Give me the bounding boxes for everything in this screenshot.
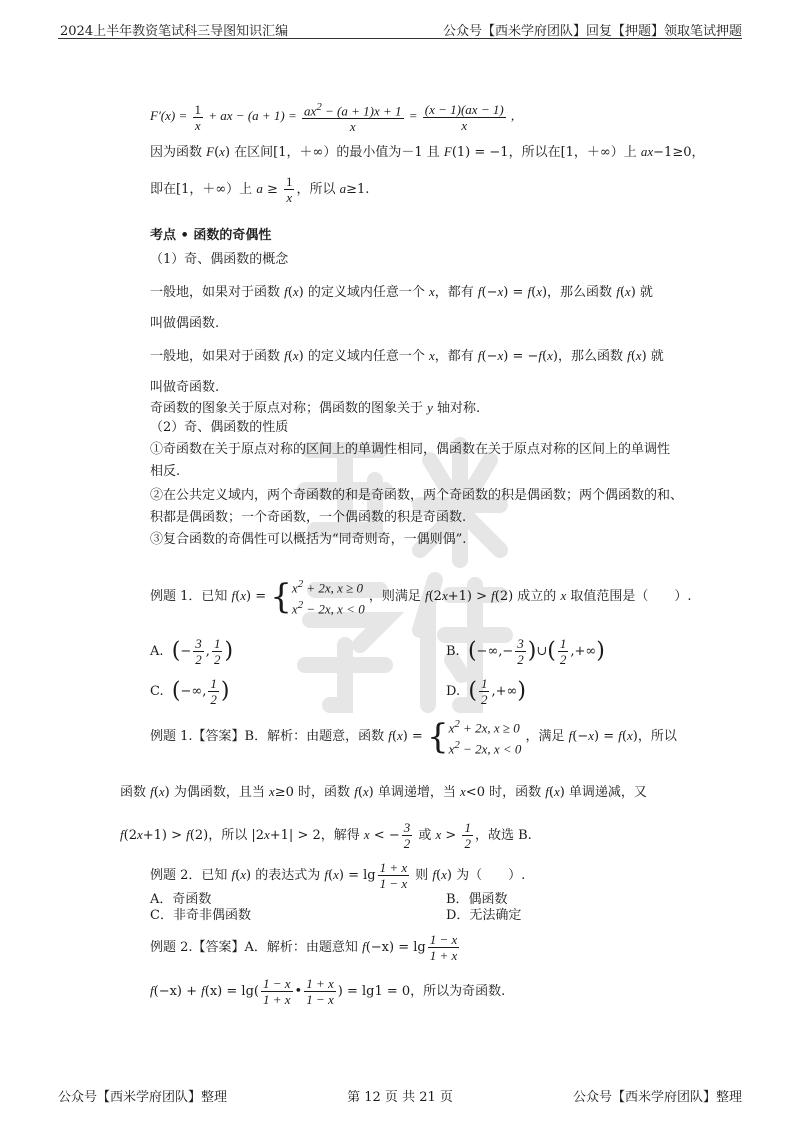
example2-answer-1: 例题 2.【答案】A．解析：由题意知 f(−x) = lg $\frac{1 - x}{1 + x}$ [150, 932, 458, 963]
example2-option-b: B．偶函数 [446, 892, 508, 907]
example1-question: 例题 1．已知 $f(x) = \{x^2 + 2x$, x ≥ 0 $x^2 - 2x$, x < 0 ，则满足 f(2x+1) > f(2) 成立的 x 取值范围是（ ）. [150, 576, 692, 617]
even-def-line2: 叫做偶函数. [150, 316, 220, 331]
example1-option-c: C. (−∞, $\frac{1}{2}$ ) [150, 676, 230, 707]
top-line-3: 即在[1，＋∞）上 a ≥ $\frac{1}{x}$ ，所以 a≥1. [150, 174, 370, 205]
odd-def-line1: 一般地，如果对于函数 f(x) 的定义域内任意一个 x，都有 f(−x) = −f(x)，那么函数 f(x) 就 [150, 348, 664, 364]
example1-option-b: B. (−∞,− $\frac{3}{2}$ )∪( $\frac{1}{2}$ ,+∞) [446, 636, 605, 667]
watermark-logo [270, 420, 530, 720]
example2-answer-2: f(−x) + f(x) = lg( $\frac{1 - x}{1 + x}$ • $\frac{1 + x}{1 - x}$ ) = lg1 = 0，所以为奇函数. [150, 976, 506, 1007]
example2-option-a: A．奇函数 [150, 892, 212, 907]
property-1b: 相反. [150, 464, 181, 479]
example2-option-d: D．无法确定 [446, 908, 522, 923]
even-def-line1: 一般地，如果对于函数 f(x) 的定义域内任意一个 x，都有 f(−x) = f(x)，那么函数 f(x) 就 [150, 284, 653, 300]
property-2a: ②在公共定义域内，两个奇函数的和是奇函数，两个奇函数的积是偶函数；两个偶函数的和、 [150, 488, 684, 503]
top-line-2: 因为函数 F(x) 在区间[1，＋∞）的最小值为－1 且 F(1) = −1，所以在[1，＋∞）上 ax−1≥0， [150, 144, 705, 160]
example2-option-c: C．非奇非偶函数 [150, 908, 251, 923]
page-footer [58, 1086, 742, 1106]
example1-answer-2: 函数 f(x) 为偶函数，且当 x≥0 时，函数 f(x) 单调递增，当 x<0 时，函数 f(x) 单调递减，又 [120, 784, 647, 800]
header-title: 2024上半年教资笔试科三导图知识汇编 [60, 24, 289, 39]
example1-answer-3: f(2x+1) > f(2)，所以 |2x+1| > 2，解得 x < − $\frac{3}{2}$ 或 x > $\frac{1}{2}$ ，故选 B. [120, 820, 532, 851]
subheading-concept: （1）奇、偶函数的概念 [150, 252, 289, 267]
property-1a: ①奇函数在关于原点对称的区间上的单调性相同，偶函数在关于原点对称的区间上的单调性 [150, 442, 671, 457]
example1-answer-1: 例题 1.【答案】B．解析：由题意，函数 $f(x) = \{x^2 + 2x$, x ≥ 0 $x^2 - 2x$, x < 0 ，满足 f(−x) = f(x)，所以 [150, 716, 677, 757]
subheading-properties: （2）奇、偶函数的性质 [150, 420, 289, 435]
property-2b: 积都是偶函数；一个奇函数，一个偶函数的积是奇函数. [150, 510, 467, 525]
example1-option-a: A. (− $\frac{3}{2}$ , $\frac{1}{2}$ ) [150, 636, 234, 667]
property-3: ③复合函数的奇偶性可以概括为“同奇则奇，一偶则偶”. [150, 532, 467, 547]
section-title: 考点 • 函数的奇偶性 [150, 228, 272, 243]
symmetry-line: 奇函数的图象关于原点对称；偶函数的图象关于 y 轴对称. [150, 400, 481, 416]
header-promo: 公众号【西米学府团队】回复【押题】领取笔试押题 [442, 24, 742, 39]
page-number: 第 12 页 共 21 页 [347, 1090, 453, 1105]
derivative-formula: F′(x) = $\frac{1}{x}$ + ax − (a + 1) = $\frac{ax^2 - (a + 1)x + 1}{x}$ = $\frac{(x - 1)(ax - 1)}{x}$ , [150, 101, 515, 135]
example2-question: 例题 2．已知 f(x) 的表达式为 f(x) = lg $\frac{1 + x}{1 - x}$ 则 f(x) 为（ ）. [150, 860, 526, 891]
page-header [58, 18, 742, 39]
footer-left: 公众号【西米学府团队】整理 [58, 1090, 228, 1105]
example1-option-d: D. ( $\frac{1}{2}$ ,+∞) [446, 676, 526, 707]
footer-right: 公众号【西米学府团队】整理 [572, 1090, 742, 1105]
odd-def-line2: 叫做奇函数. [150, 380, 220, 395]
